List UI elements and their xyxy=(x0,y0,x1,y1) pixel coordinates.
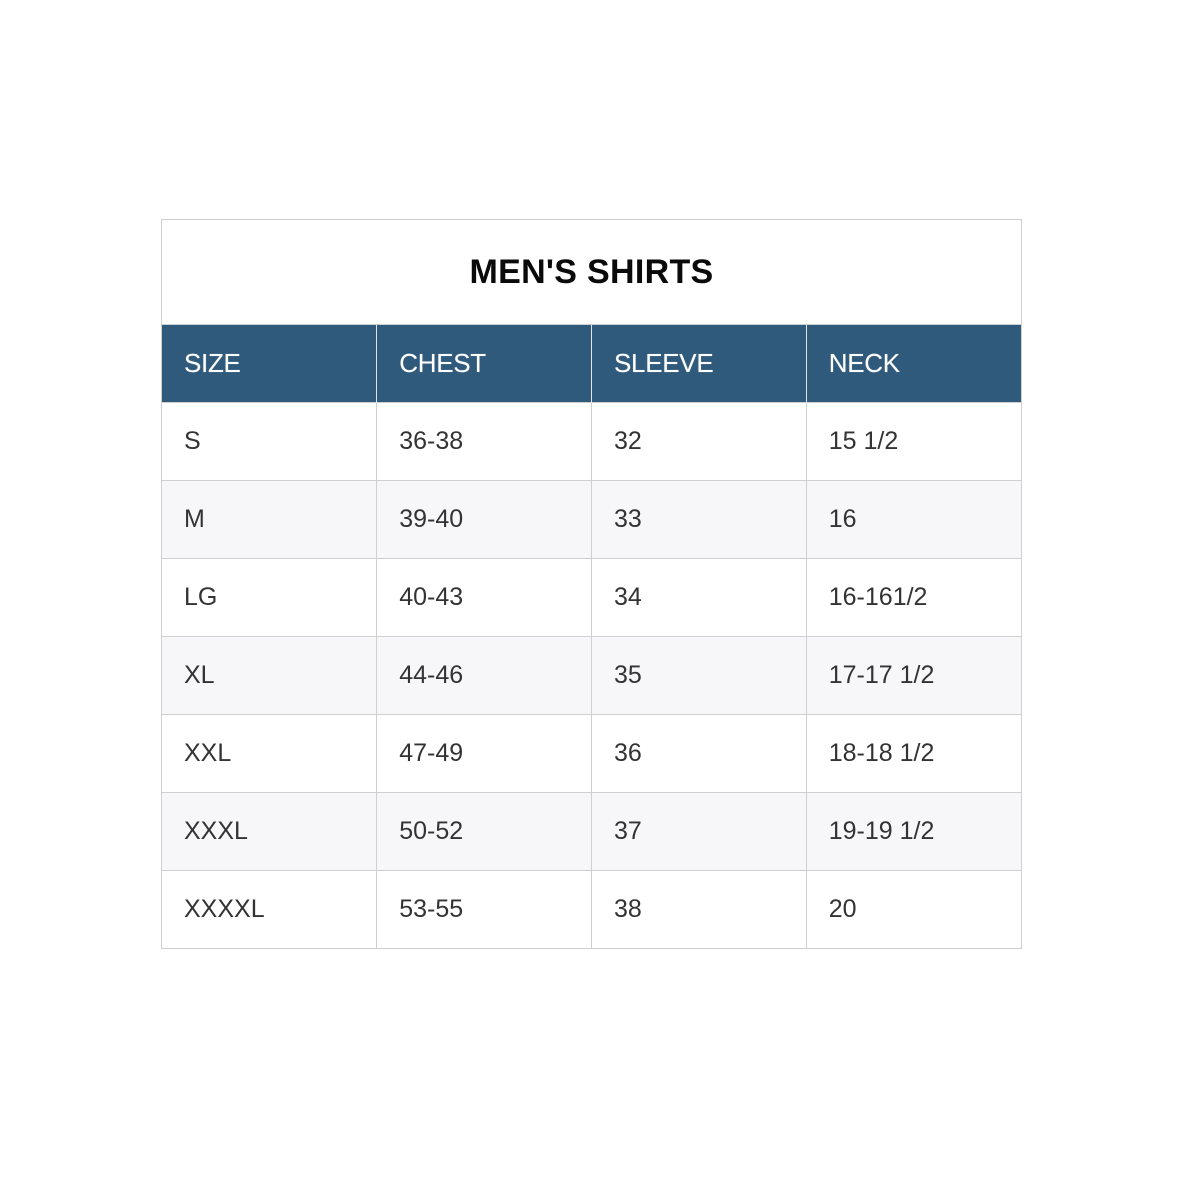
cell-chest: 44-46 xyxy=(377,636,592,714)
column-header-neck: NECK xyxy=(806,325,1021,402)
cell-sleeve: 35 xyxy=(592,636,807,714)
cell-sleeve: 36 xyxy=(592,714,807,792)
cell-size: S xyxy=(162,402,377,480)
column-header-sleeve: SLEEVE xyxy=(592,325,807,402)
table-row xyxy=(162,636,1021,714)
cell-chest: 39-40 xyxy=(377,480,592,558)
size-chart xyxy=(161,219,1022,949)
cell-sleeve: 34 xyxy=(592,558,807,636)
cell-neck: 19-19 1/2 xyxy=(806,792,1021,870)
cell-chest: 36-38 xyxy=(377,402,592,480)
table-row xyxy=(162,870,1021,948)
table-header-row xyxy=(162,325,1021,402)
table-row xyxy=(162,558,1021,636)
table-row xyxy=(162,792,1021,870)
cell-chest: 40-43 xyxy=(377,558,592,636)
table-row xyxy=(162,714,1021,792)
cell-sleeve: 38 xyxy=(592,870,807,948)
cell-size: M xyxy=(162,480,377,558)
cell-neck: 20 xyxy=(806,870,1021,948)
chart-title: MEN'S SHIRTS xyxy=(162,220,1021,325)
table-row xyxy=(162,480,1021,558)
cell-neck: 16-161/2 xyxy=(806,558,1021,636)
size-table xyxy=(162,325,1021,948)
cell-size: LG xyxy=(162,558,377,636)
cell-size: XXXXL xyxy=(162,870,377,948)
cell-neck: 17-17 1/2 xyxy=(806,636,1021,714)
cell-sleeve: 33 xyxy=(592,480,807,558)
cell-sleeve: 37 xyxy=(592,792,807,870)
cell-neck: 15 1/2 xyxy=(806,402,1021,480)
cell-neck: 18-18 1/2 xyxy=(806,714,1021,792)
cell-size: XL xyxy=(162,636,377,714)
cell-chest: 47-49 xyxy=(377,714,592,792)
cell-chest: 53-55 xyxy=(377,870,592,948)
cell-size: XXL xyxy=(162,714,377,792)
cell-sleeve: 32 xyxy=(592,402,807,480)
table-row xyxy=(162,402,1021,480)
cell-chest: 50-52 xyxy=(377,792,592,870)
column-header-chest: CHEST xyxy=(377,325,592,402)
column-header-size: SIZE xyxy=(184,347,241,378)
cell-size: XXXL xyxy=(162,792,377,870)
cell-neck: 16 xyxy=(806,480,1021,558)
